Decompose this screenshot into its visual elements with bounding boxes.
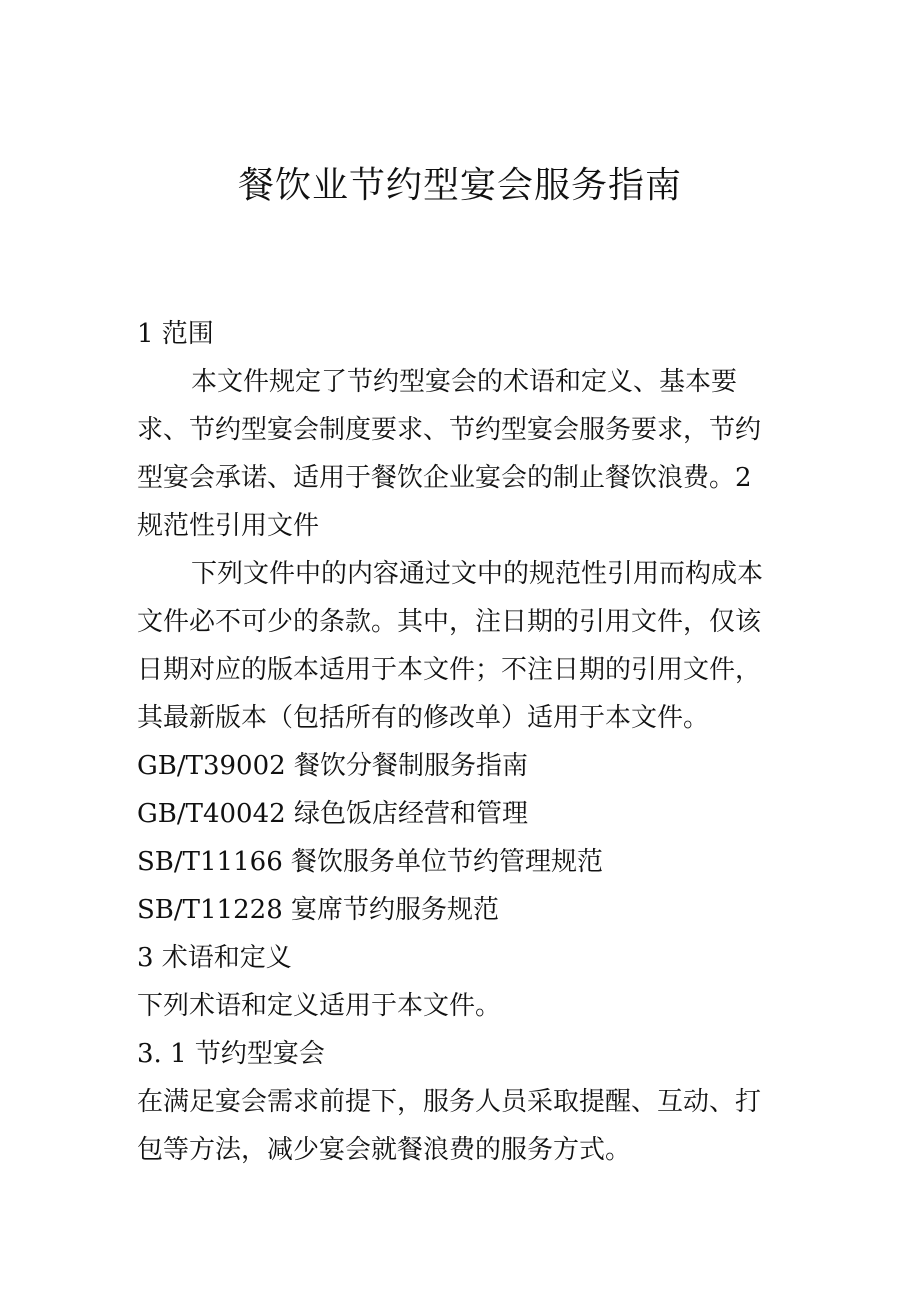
paragraph-line: 型宴会承诺、适用于餐饮企业宴会的制止餐饮浪费。2: [137, 463, 752, 493]
paragraph-line: 日期对应的版本适用于本文件；不注日期的引用文件，: [137, 655, 762, 685]
reference-item: SB/T11228 宴席节约服务规范: [137, 895, 499, 925]
paragraph-line: 下列术语和定义适用于本文件。: [137, 991, 502, 1021]
paragraph-line: 其最新版本（包括所有的修改单）适用于本文件。: [137, 703, 710, 733]
section-heading-normative-references: 规范性引用文件: [137, 511, 320, 541]
reference-item: GB/T40042 绿色饭店经营和管理: [137, 799, 528, 829]
document-title: 餐饮业节约型宴会服务指南: [237, 165, 682, 206]
paragraph-line: 文件必不可少的条款。其中，注日期的引用文件，仅该: [137, 607, 762, 637]
section-heading-scope: 1 范围: [137, 319, 214, 349]
document-body: [137, 310, 787, 1174]
paragraph-line: 下列文件中的内容通过文中的规范性引用而构成本: [191, 559, 764, 589]
reference-item: SB/T11166 餐饮服务单位节约管理规范: [137, 847, 603, 877]
paragraph-line: 包等方法，减少宴会就餐浪费的服务方式。: [137, 1135, 632, 1165]
reference-item: GB/T39002 餐饮分餐制服务指南: [137, 751, 528, 781]
paragraph-line: 在满足宴会需求前提下，服务人员采取提醒、互动、打: [137, 1087, 762, 1117]
paragraph-line: 本文件规定了节约型宴会的术语和定义、基本要: [191, 367, 738, 397]
section-heading-terms: 3 术语和定义: [137, 943, 292, 973]
subsection-heading: 3. 1 节约型宴会: [137, 1039, 325, 1069]
paragraph-line: 求、节约型宴会制度要求、节约型宴会服务要求，节约: [137, 415, 762, 445]
